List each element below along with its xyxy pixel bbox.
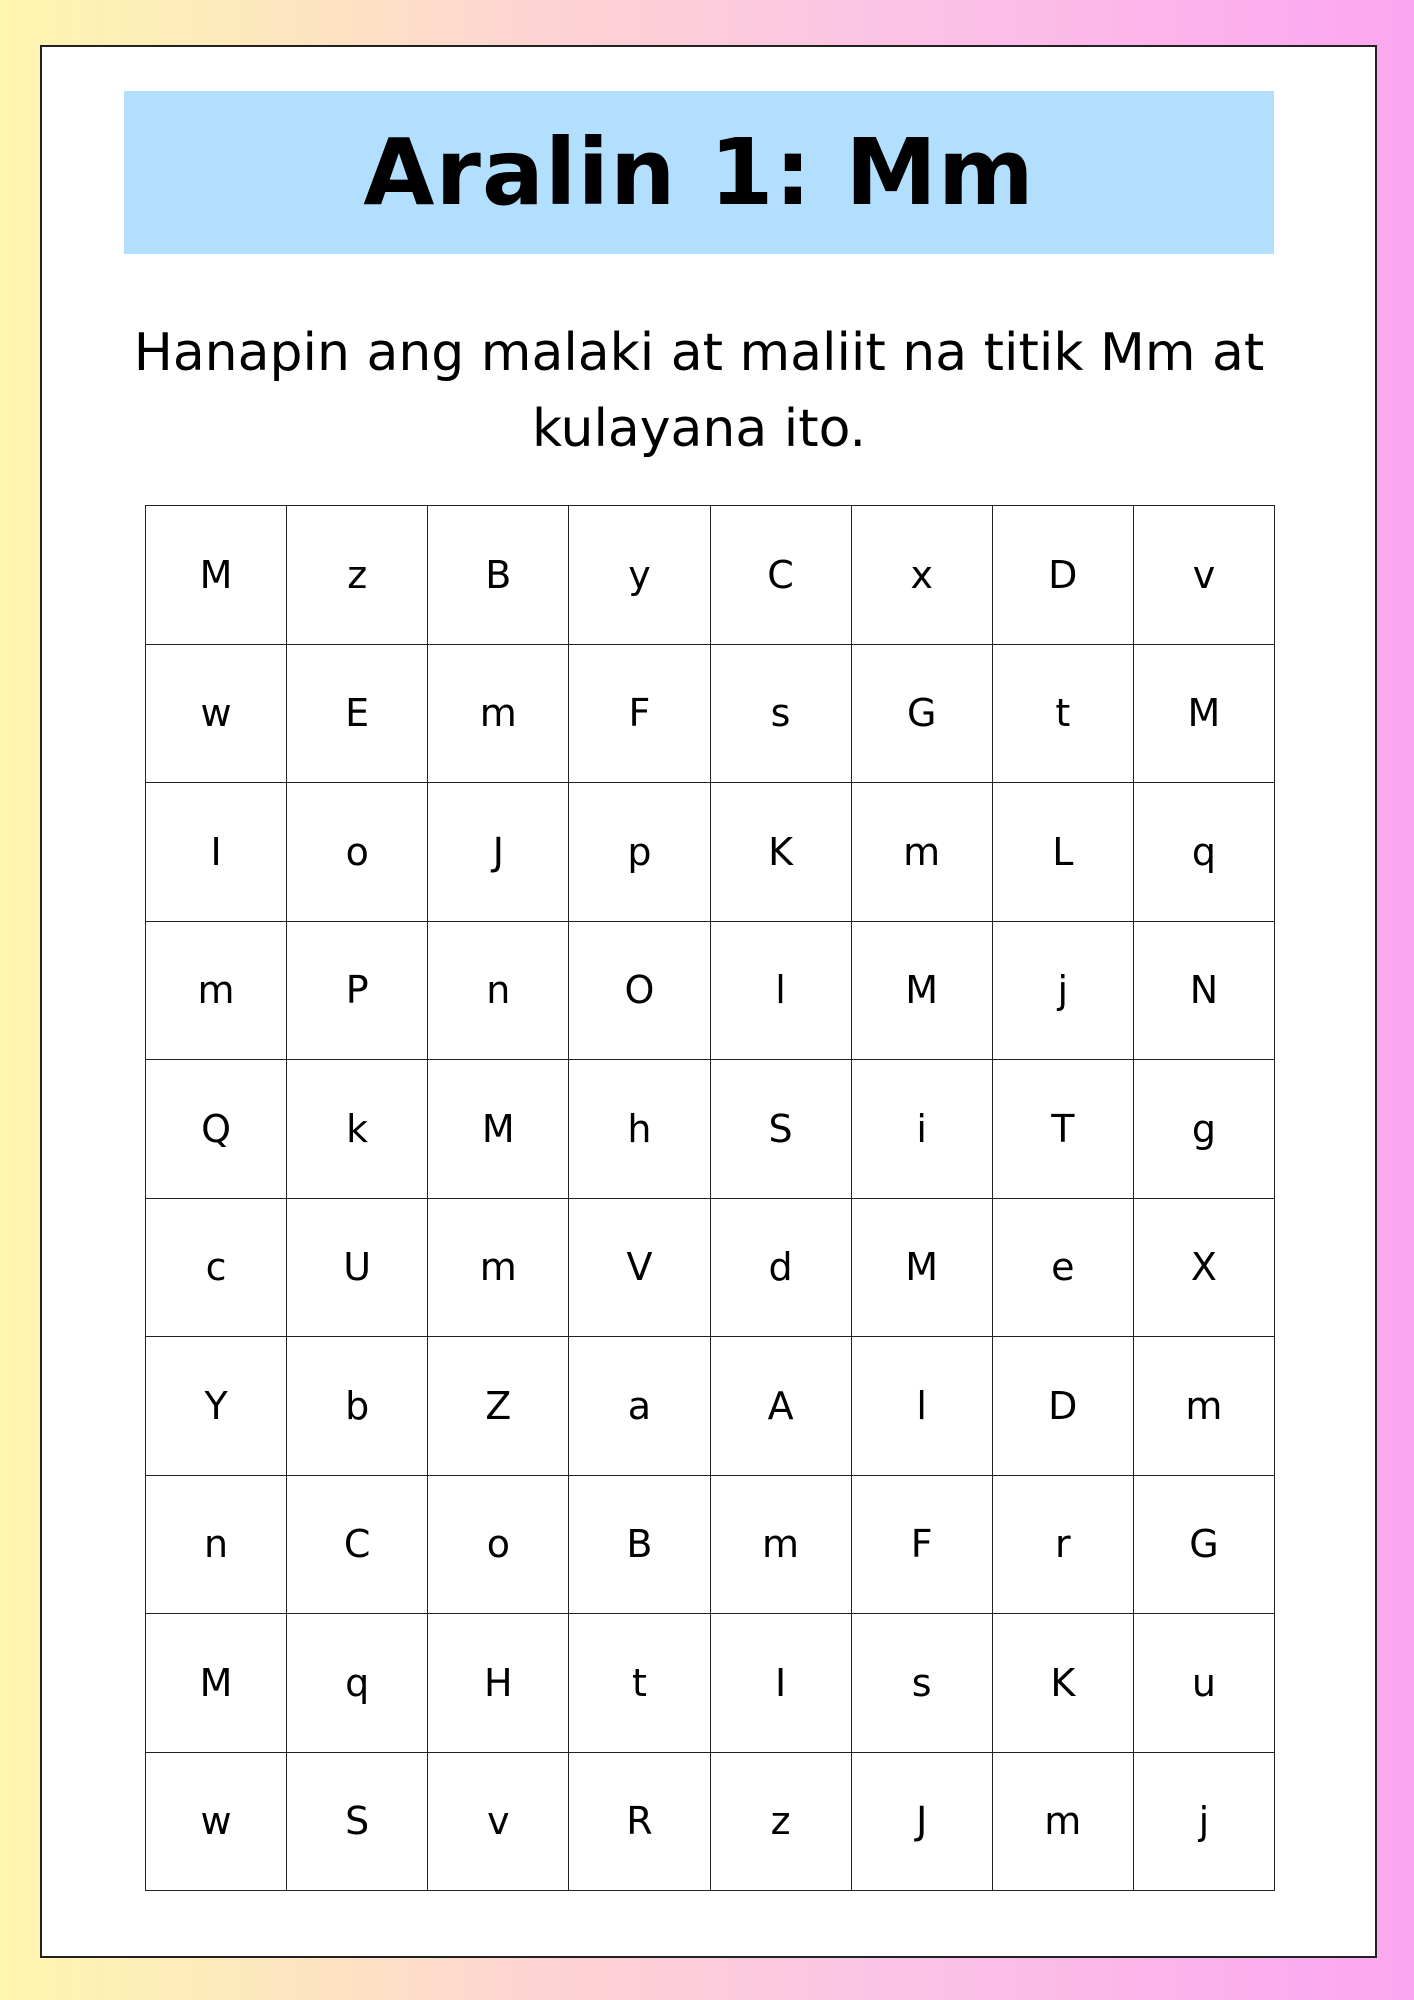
letter-cell[interactable]: C bbox=[711, 506, 852, 645]
letter-cell[interactable]: n bbox=[146, 1476, 287, 1615]
letter-cell[interactable]: b bbox=[287, 1337, 428, 1476]
letter-cell[interactable]: G bbox=[852, 645, 993, 784]
letter-cell[interactable]: A bbox=[711, 1337, 852, 1476]
letter-cell[interactable]: v bbox=[1134, 506, 1275, 645]
letter-cell[interactable]: C bbox=[287, 1476, 428, 1615]
letter-cell[interactable]: u bbox=[1134, 1614, 1275, 1753]
letter-cell[interactable]: D bbox=[993, 1337, 1134, 1476]
letter-grid bbox=[145, 505, 1275, 1891]
letter-cell[interactable]: g bbox=[1134, 1060, 1275, 1199]
letter-cell[interactable]: t bbox=[993, 645, 1134, 784]
letter-cell[interactable]: R bbox=[569, 1753, 710, 1892]
letter-cell[interactable]: a bbox=[569, 1337, 710, 1476]
letter-cell[interactable]: d bbox=[711, 1199, 852, 1338]
letter-cell[interactable]: m bbox=[1134, 1337, 1275, 1476]
letter-cell[interactable]: c bbox=[146, 1199, 287, 1338]
letter-cell[interactable]: S bbox=[287, 1753, 428, 1892]
letter-cell[interactable]: K bbox=[993, 1614, 1134, 1753]
letter-cell[interactable]: M bbox=[1134, 645, 1275, 784]
letter-cell[interactable]: D bbox=[993, 506, 1134, 645]
letter-cell[interactable]: N bbox=[1134, 922, 1275, 1061]
letter-cell[interactable]: M bbox=[852, 922, 993, 1061]
letter-cell[interactable]: v bbox=[428, 1753, 569, 1892]
letter-cell[interactable]: H bbox=[428, 1614, 569, 1753]
letter-cell[interactable]: M bbox=[146, 1614, 287, 1753]
letter-cell[interactable]: M bbox=[146, 506, 287, 645]
letter-cell[interactable]: m bbox=[993, 1753, 1134, 1892]
letter-cell[interactable]: X bbox=[1134, 1199, 1275, 1338]
letter-cell[interactable]: j bbox=[993, 922, 1134, 1061]
letter-cell[interactable]: O bbox=[569, 922, 710, 1061]
letter-cell[interactable]: q bbox=[287, 1614, 428, 1753]
letter-cell[interactable]: k bbox=[287, 1060, 428, 1199]
letter-cell[interactable]: Y bbox=[146, 1337, 287, 1476]
letter-cell[interactable]: m bbox=[711, 1476, 852, 1615]
letter-cell[interactable]: B bbox=[428, 506, 569, 645]
letter-cell[interactable]: S bbox=[711, 1060, 852, 1199]
letter-cell[interactable]: q bbox=[1134, 783, 1275, 922]
letter-cell[interactable]: M bbox=[852, 1199, 993, 1338]
letter-cell[interactable]: s bbox=[711, 645, 852, 784]
letter-cell[interactable]: I bbox=[711, 1614, 852, 1753]
letter-cell[interactable]: F bbox=[569, 645, 710, 784]
letter-cell[interactable]: m bbox=[852, 783, 993, 922]
letter-cell[interactable]: j bbox=[1134, 1753, 1275, 1892]
letter-cell[interactable]: V bbox=[569, 1199, 710, 1338]
letter-cell[interactable]: z bbox=[711, 1753, 852, 1892]
letter-cell[interactable]: y bbox=[569, 506, 710, 645]
letter-cell[interactable]: i bbox=[852, 1060, 993, 1199]
letter-cell[interactable]: o bbox=[287, 783, 428, 922]
letter-cell[interactable]: m bbox=[146, 922, 287, 1061]
letter-cell[interactable]: s bbox=[852, 1614, 993, 1753]
letter-cell[interactable]: Q bbox=[146, 1060, 287, 1199]
letter-cell[interactable]: w bbox=[146, 645, 287, 784]
letter-cell[interactable]: l bbox=[852, 1337, 993, 1476]
letter-cell[interactable]: J bbox=[852, 1753, 993, 1892]
letter-cell[interactable]: T bbox=[993, 1060, 1134, 1199]
letter-cell[interactable]: o bbox=[428, 1476, 569, 1615]
letter-cell[interactable]: Z bbox=[428, 1337, 569, 1476]
letter-cell[interactable]: n bbox=[428, 922, 569, 1061]
letter-cell[interactable]: x bbox=[852, 506, 993, 645]
letter-cell[interactable]: M bbox=[428, 1060, 569, 1199]
letter-cell[interactable]: F bbox=[852, 1476, 993, 1615]
letter-cell[interactable]: E bbox=[287, 645, 428, 784]
letter-cell[interactable]: t bbox=[569, 1614, 710, 1753]
letter-cell[interactable]: p bbox=[569, 783, 710, 922]
title-banner bbox=[124, 91, 1274, 254]
instruction-text: Hanapin ang malaki at maliit na titik Mm at kulayana ito. bbox=[133, 323, 1265, 459]
letter-cell[interactable]: z bbox=[287, 506, 428, 645]
letter-cell[interactable]: e bbox=[993, 1199, 1134, 1338]
letter-cell[interactable]: U bbox=[287, 1199, 428, 1338]
letter-cell[interactable]: B bbox=[569, 1476, 710, 1615]
letter-cell[interactable]: G bbox=[1134, 1476, 1275, 1615]
letter-cell[interactable]: K bbox=[711, 783, 852, 922]
letter-cell[interactable]: m bbox=[428, 1199, 569, 1338]
worksheet-page bbox=[40, 45, 1377, 1958]
letter-cell[interactable]: m bbox=[428, 645, 569, 784]
letter-cell[interactable]: L bbox=[993, 783, 1134, 922]
letter-cell[interactable]: J bbox=[428, 783, 569, 922]
lesson-title: Aralin 1: Mm bbox=[363, 119, 1035, 226]
letter-cell[interactable]: I bbox=[146, 783, 287, 922]
letter-cell[interactable]: h bbox=[569, 1060, 710, 1199]
letter-cell[interactable]: w bbox=[146, 1753, 287, 1892]
letter-cell[interactable]: P bbox=[287, 922, 428, 1061]
letter-cell[interactable]: r bbox=[993, 1476, 1134, 1615]
letter-cell[interactable]: l bbox=[711, 922, 852, 1061]
